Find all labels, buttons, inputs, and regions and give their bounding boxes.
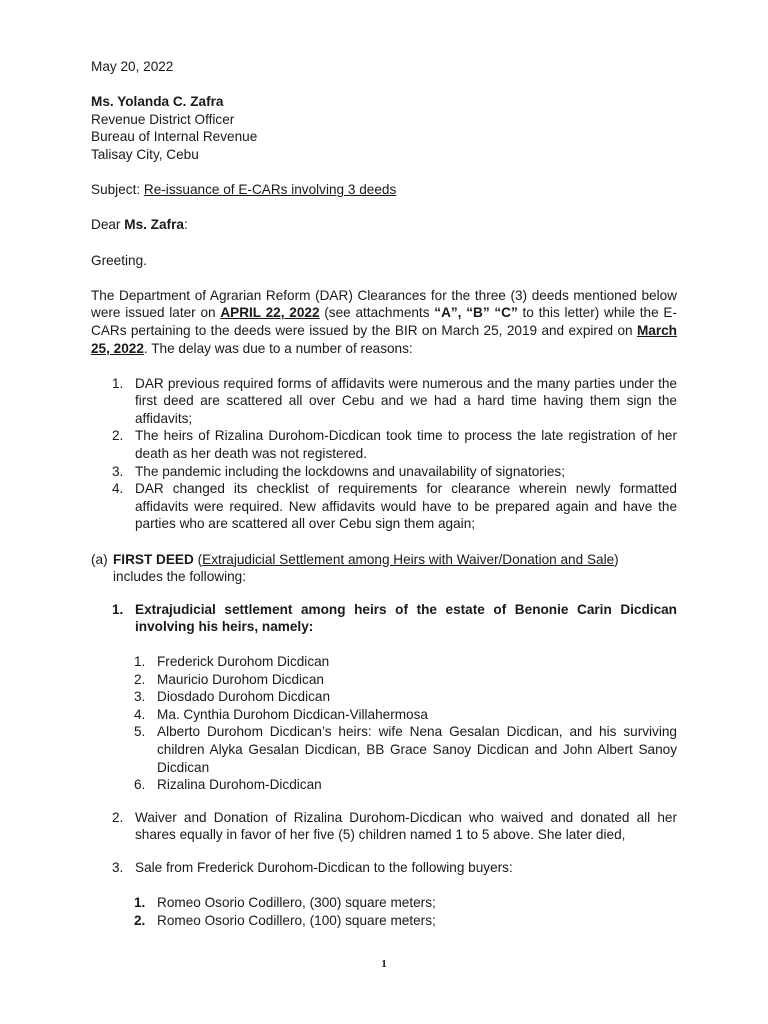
- recipient-block: [91, 93, 677, 163]
- recipient-title: Revenue District Officer: [91, 111, 235, 127]
- list-number: 1.: [134, 895, 146, 911]
- salutation-suffix: :: [183, 217, 188, 233]
- list-number: 1.: [112, 375, 124, 391]
- deed-description: Extrajudicial Settlement among Heirs with Waiver/Donation and Sale: [202, 551, 615, 567]
- deed-marker: (a): [91, 551, 108, 567]
- list-number: 3.: [134, 689, 146, 705]
- list-item: [91, 375, 677, 428]
- list-item: [91, 601, 677, 636]
- list-item: [91, 463, 677, 481]
- list-text: Romeo Osorio Codillero, (300) square meters;: [157, 895, 436, 911]
- deed-items-list: [91, 809, 677, 844]
- page-number: 1: [381, 958, 387, 970]
- list-text: Waiver and Donation of Rizalina Durohom-Dicdican who waived and donated all her shares equally in favor of her five (5) children named 1 to 5 above. She later died,: [135, 809, 677, 843]
- recipient-location: Talisay City, Cebu: [91, 146, 199, 162]
- list-number: 4.: [134, 706, 146, 722]
- list-text: Diosdado Durohom Dicdican: [157, 689, 331, 705]
- buyers-list: [91, 894, 677, 929]
- letter-date: May 20, 2022: [91, 59, 174, 74]
- list-item: [91, 809, 677, 844]
- list-text: Extrajudicial settlement among heirs of the estate of Benonie Carin Dicdican involving his heirs, namely:: [135, 601, 677, 635]
- list-item: [91, 653, 677, 671]
- list-text: Frederick Durohom Dicdican: [157, 654, 330, 669]
- list-number: 1.: [134, 654, 146, 669]
- list-number: 5.: [134, 724, 146, 740]
- list-text: Alberto Durohom Dicdican’s heirs: wife Nena Gesalan Dicdican, and his surviving children Alyka Gesalan Dicdican, BB Grace Sanoy Dicdican and John Albert Sanoy Dicdican: [157, 724, 677, 775]
- intro-text-3: to this letter) while the E-CARs pertaining to the deeds were issued by the BIR on March 25, 2019 and expired on: [91, 305, 677, 338]
- subject-label: Subject:: [91, 182, 144, 198]
- list-text: Sale from Frederick Durohom-Dicdican to the following buyers:: [135, 859, 513, 875]
- list-number: 1.: [112, 601, 124, 617]
- list-item: [91, 776, 677, 794]
- recipient-office: Bureau of Internal Revenue: [91, 129, 258, 145]
- list-number: 3.: [112, 859, 124, 875]
- list-text: DAR changed its checklist of requirements for clearance wherein newly formatted affidavits were required. New affidavits would have to be prepared again and have the parties who are scattered all over Cebu sign them again;: [135, 481, 677, 532]
- list-number: 2.: [112, 428, 124, 444]
- list-item: [91, 894, 677, 912]
- letter-body: [91, 58, 677, 929]
- list-text: The pandemic including the lockdowns and unavailability of signatories;: [135, 463, 565, 479]
- intro-text-1: The Department of Agrarian Reform (DAR) Clearances for the three (3) deeds mentioned below were issued later on: [91, 287, 677, 321]
- heirs-list: [91, 653, 677, 794]
- list-text: Rizalina Durohom-Dicdican: [157, 777, 322, 793]
- list-number: 6.: [134, 777, 146, 793]
- list-item: [91, 706, 677, 724]
- deed-includes: includes the following:: [113, 569, 246, 585]
- list-number: 2.: [134, 912, 146, 928]
- greeting: Greeting.: [91, 252, 147, 268]
- list-text: Mauricio Durohom Dicdican: [157, 671, 324, 687]
- list-item: [91, 480, 677, 533]
- list-text: Romeo Osorio Codillero, (100) square meters;: [157, 912, 436, 928]
- first-deed-heading: [91, 551, 677, 586]
- subject-text: Re-issuance of E-CARs involving 3 deeds: [143, 182, 397, 198]
- list-item: [91, 427, 677, 462]
- list-text: The heirs of Rizalina Durohom-Dicdican took time to process the late registration of her death as her death was not registered.: [135, 428, 677, 462]
- subject-line: [91, 181, 677, 199]
- list-item: [91, 671, 677, 689]
- intro-date-dar: APRIL 22, 2022: [220, 305, 320, 321]
- deed-items-list: [91, 601, 677, 636]
- reasons-list: [91, 375, 677, 533]
- deed-items-list: [91, 859, 677, 877]
- intro-text-2: (see attachments: [319, 305, 435, 321]
- list-item: [91, 723, 677, 776]
- list-number: 4.: [112, 481, 124, 497]
- list-item: [91, 912, 677, 930]
- salutation: [91, 216, 677, 234]
- intro-attachments: “A”, “B” “C”: [434, 305, 518, 321]
- list-number: 2.: [112, 809, 124, 825]
- list-number: 2.: [134, 671, 146, 687]
- salutation-name: Ms. Zafra: [124, 217, 184, 233]
- salutation-prefix: Dear: [91, 217, 125, 233]
- intro-paragraph: [91, 287, 677, 357]
- intro-date-expiry: March 25, 2022: [91, 322, 677, 356]
- deed-paren-close: ): [614, 551, 619, 567]
- intro-text-4: . The delay was due to a number of reasons:: [143, 340, 413, 356]
- list-item: [91, 688, 677, 706]
- recipient-name: Ms. Yolanda C. Zafra: [91, 94, 224, 110]
- list-item: [91, 859, 677, 877]
- deed-paren-open: (: [193, 551, 203, 567]
- list-text: DAR previous required forms of affidavits were numerous and the many parties under the first deed are scattered all over Cebu and we had a hard time having them sign the affidavits;: [135, 375, 677, 426]
- list-number: 3.: [112, 463, 124, 479]
- list-text: Ma. Cynthia Durohom Dicdican-Villahermosa: [157, 706, 428, 722]
- deed-title: FIRST DEED: [113, 551, 194, 567]
